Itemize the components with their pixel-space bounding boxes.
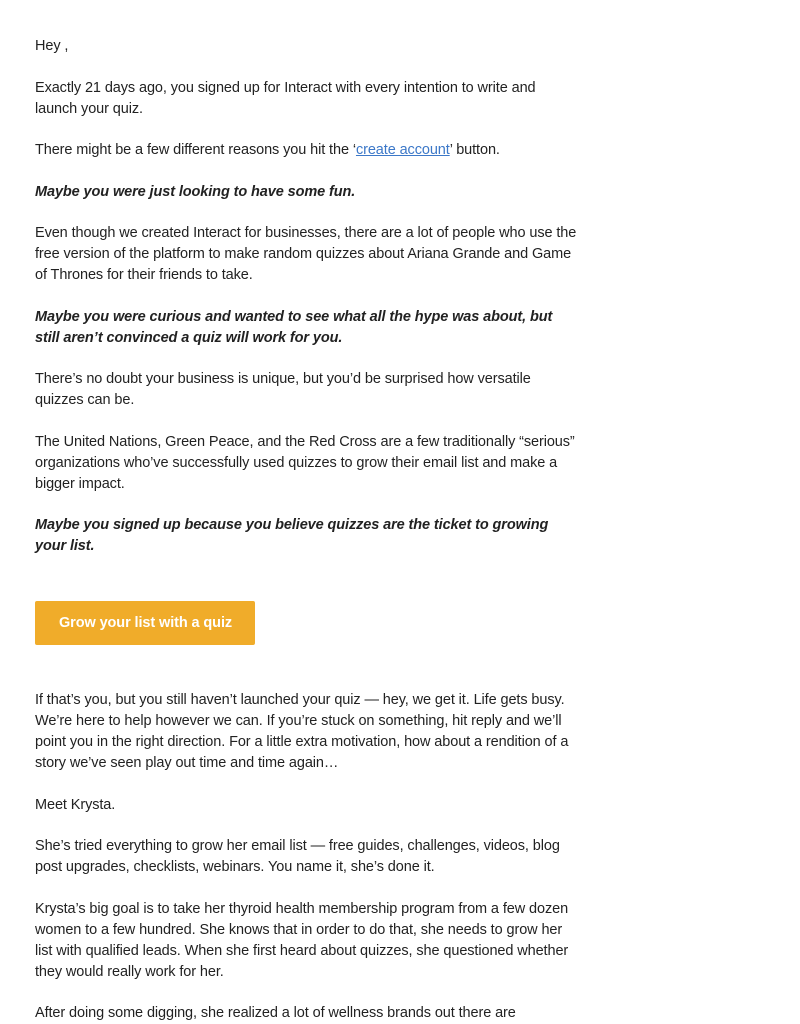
paragraph-tried-everything: She’s tried everything to grow her email list — free guides, challenges, videos, blog post upgrades, checklists, webinars. You name it, she’s done it.: [35, 838, 560, 875]
emphasis-curious: Maybe you were curious and wanted to see what all the hype was about, but still aren’t convinced a quiz will work for you.: [35, 308, 553, 346]
emphasis-growing-list: Maybe you signed up because you believe quizzes are the ticket to growing your list.: [35, 517, 549, 554]
grow-list-button[interactable]: Grow your list with a quiz: [35, 601, 255, 645]
paragraph-versatile: There’s no doubt your business is unique, but you’d be surprised how versatile quizzes can be.: [35, 371, 531, 408]
cta-container: [35, 601, 580, 645]
create-account-link[interactable]: create account: [355, 142, 450, 158]
paragraph-digging: After doing some digging, she realized a lot of wellness brands out there are: [35, 1005, 516, 1021]
paragraph-reasons: [35, 140, 580, 161]
paragraph-big-goal: Krysta’s big goal is to take her thyroid health membership program from a few dozen women to a few hundred. She knows that in order to do that, she needs to grow her list with qualified leads. When she first heard about quizzes, she questioned whether they would really work for her.: [35, 900, 569, 980]
reasons-text-after: ’ button.: [449, 142, 500, 158]
paragraph-signup: Exactly 21 days ago, you signed up for Interact with every intention to write and launch your quiz.: [35, 79, 536, 117]
paragraph-free-version: Even though we created Interact for businesses, there are a lot of people who use the free version of the platform to make random quizzes about Ariana Grande and Game of Thrones for their friends to take.: [35, 225, 577, 283]
greeting: Hey ,: [35, 38, 69, 54]
email-body: [35, 0, 580, 1024]
paragraph-meet-krysta: Meet Krysta.: [35, 796, 116, 813]
reasons-text-before: There might be a few different reasons you hit the ‘: [35, 142, 356, 158]
emphasis-fun: Maybe you were just looking to have some fun.: [35, 183, 356, 200]
paragraph-organizations: The United Nations, Green Peace, and the Red Cross are a few traditionally “serious” organizations who’ve successfully used quizzes to grow their email list and make a bigger impact.: [35, 433, 575, 492]
paragraph-launch-help: If that’s you, but you still haven’t launched your quiz — hey, we get it. Life gets busy. We’re here to help however we can. If you’re stuck on something, hit reply and we’ll point you in the right direction. For a little extra motivation, how about a rendition of a story we’ve seen play out time and time again…: [35, 692, 569, 771]
